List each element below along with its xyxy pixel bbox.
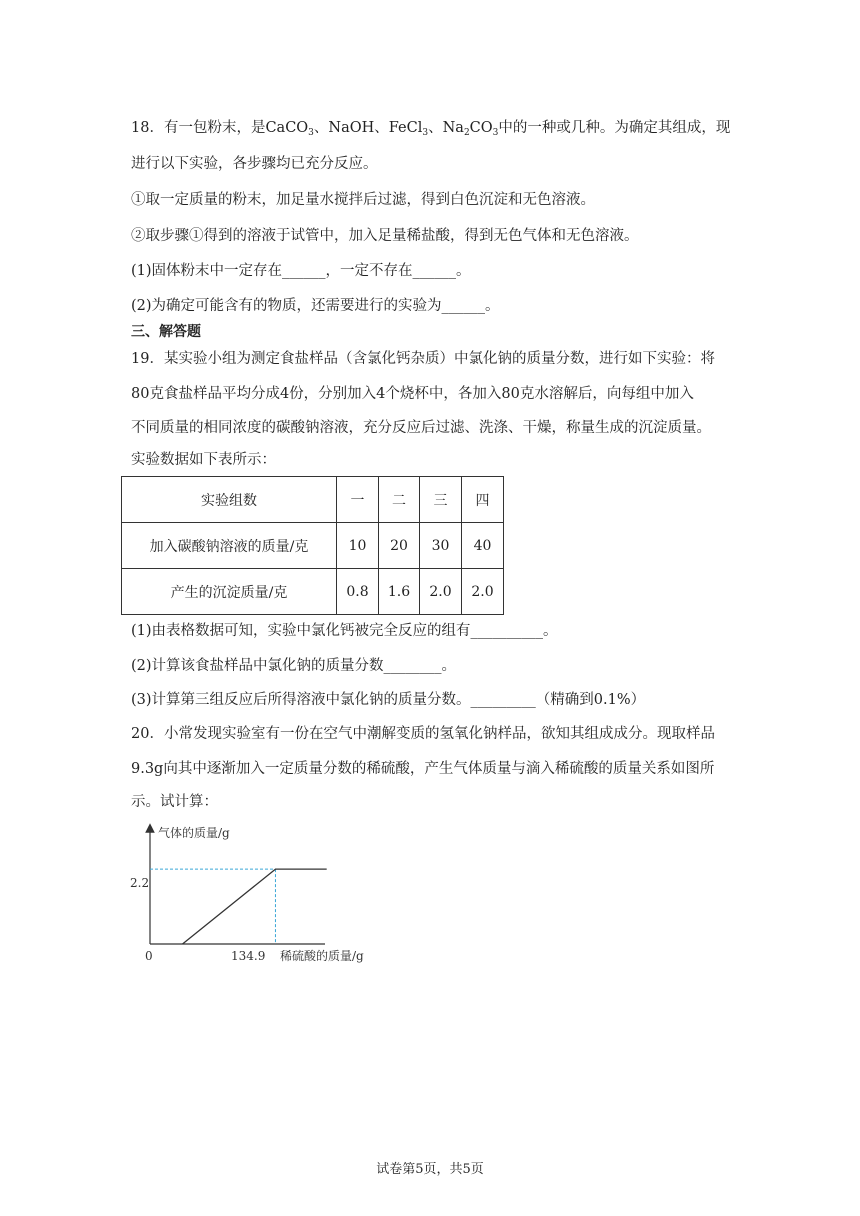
- table-cell: 实验组数: [122, 477, 337, 523]
- table-cell: 2.0: [462, 569, 504, 615]
- section-heading: 三、解答题: [131, 324, 201, 340]
- q19-line-3: 不同质量的相同浓度的碳酸钠溶液，充分反应后过滤、洗涤、干燥，称量生成的沉淀质量。: [131, 420, 711, 436]
- table-cell: 加入碳酸钠溶液的质量/克: [122, 523, 337, 569]
- q19-line-4: 实验数据如下表所示：: [131, 452, 276, 468]
- table-cell: 10: [337, 523, 379, 569]
- q18-part-1: (1)固体粉末中一定存在______，一定不存在______。: [131, 263, 471, 279]
- q19-part-3: (3)计算第三组反应后所得溶液中氯化钠的质量分数。_________（精确到0.1%）: [131, 692, 646, 708]
- table-row: [122, 477, 504, 523]
- table-cell: 产生的沉淀质量/克: [122, 569, 337, 615]
- q20-line-2: 9.3g向其中逐渐加入一定质量分数的稀硫酸，产生气体质量与滴入稀硫酸的质量关系如图所: [131, 761, 715, 777]
- x-axis-label: 稀硫酸的质量/g: [280, 949, 364, 963]
- table-cell: 40: [462, 523, 504, 569]
- table-row: [122, 523, 504, 569]
- table-cell: 30: [420, 523, 462, 569]
- q18-line-4: ②取步骤①得到的溶液于试管中，加入足量稀盐酸，得到无色气体和无色溶液。: [131, 228, 639, 244]
- q19-line-2: 80克食盐样品平均分成4份，分别加入4个烧杯中，各加入80克水溶解后，向每组中加入: [131, 386, 694, 402]
- origin-label: 0: [145, 949, 153, 963]
- table-cell: 四: [462, 477, 504, 523]
- table-cell: 0.8: [337, 569, 379, 615]
- q18-line-3: ①取一定质量的粉末，加足量水搅拌后过滤，得到白色沉淀和无色溶液。: [131, 192, 595, 208]
- table-cell: 1.6: [379, 569, 420, 615]
- table-row: [122, 569, 504, 615]
- table-cell: 2.0: [420, 569, 462, 615]
- q18-line-1: 18．有一包粉末，是CaCO$_3$、NaOH、FeCl$_3$、$Na_2CO_3$中的一种或几种。为确定其组成，现: [131, 120, 731, 138]
- page-footer: 试卷第5页，共5页: [376, 1162, 484, 1177]
- table-cell: 二: [379, 477, 420, 523]
- q19-line-1: 19．某实验小组为测定食盐样品（含氯化钙杂质）中氯化钠的质量分数，进行如下实验：将: [131, 351, 715, 367]
- table-cell: 20: [379, 523, 420, 569]
- q20-line-1: 20．小常发现实验室有一份在空气中潮解变质的氢氧化钠样品，欲知其组成成分。现取样品: [131, 726, 715, 742]
- y-tick-label: 2.2: [130, 876, 150, 890]
- q18-line-2: 进行以下实验，各步骤均已充分反应。: [131, 156, 378, 172]
- table-cell: 一: [337, 477, 379, 523]
- y-axis-label: 气体的质量/g: [158, 826, 230, 840]
- q19-part-1: (1)由表格数据可知，实验中氯化钙被完全反应的组有__________。: [131, 623, 558, 639]
- q18-part-2: (2)为确定可能含有的物质，还需要进行的实验为______。: [131, 298, 500, 314]
- q19-part-2: (2)计算该食盐样品中氯化钠的质量分数________。: [131, 658, 457, 674]
- series-line: [183, 869, 327, 944]
- experiment-data-table: [121, 476, 504, 615]
- table-cell: 三: [420, 477, 462, 523]
- q20-line-3: 示。试计算：: [131, 794, 218, 810]
- gas-mass-chart: [120, 820, 390, 970]
- x-tick-label: 134.9: [231, 949, 266, 963]
